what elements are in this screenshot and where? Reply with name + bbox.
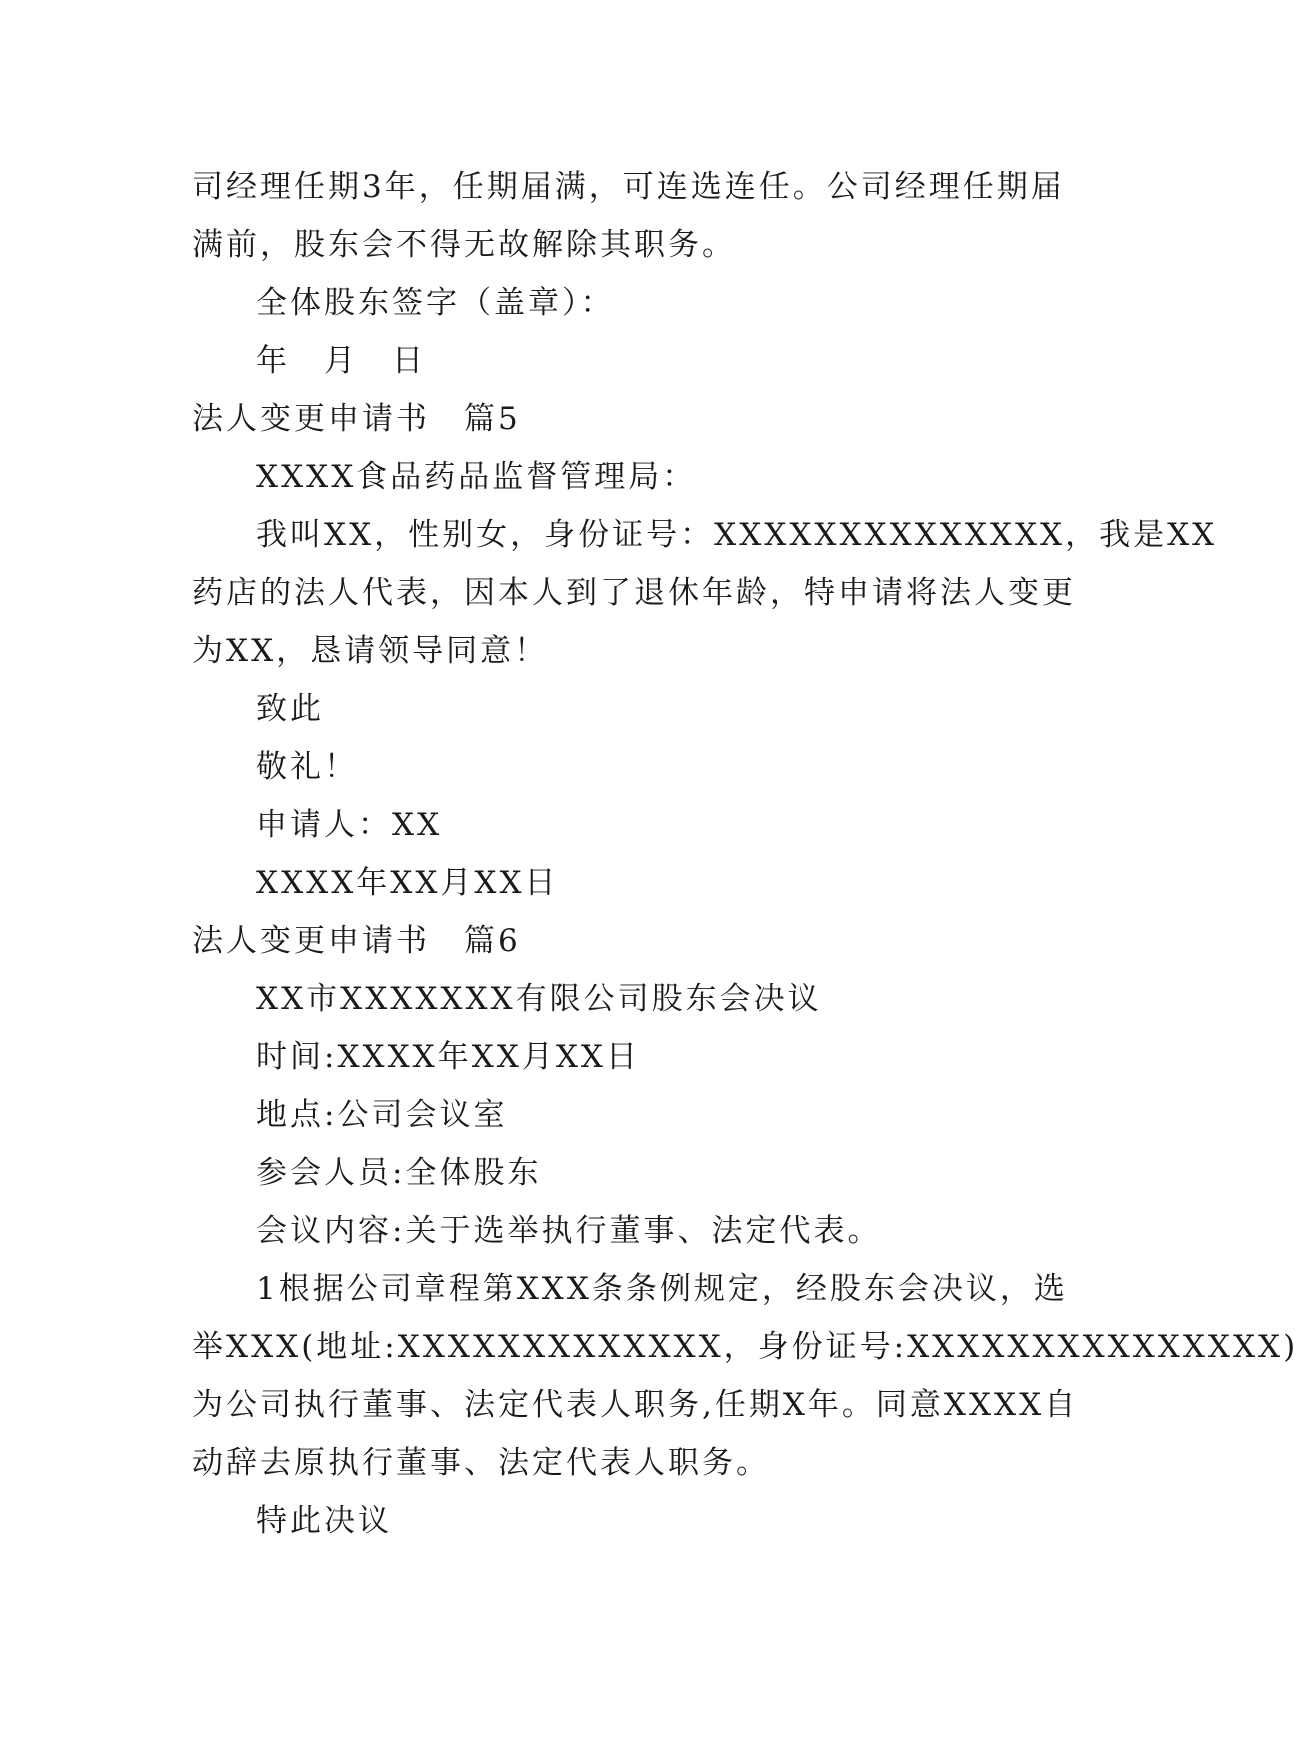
applicant-line: 申请人：XX	[256, 807, 443, 843]
addressee: XXXX食品药品监督管理局：	[256, 459, 697, 495]
section-heading-5: 法人变更申请书 篇5	[192, 401, 521, 437]
meeting-content: 会议内容:关于选举执行董事、法定代表。	[256, 1213, 882, 1249]
document-body	[192, 158, 1298, 1550]
body-text-line: 药店的法人代表，因本人到了退休年龄，特申请将法人变更	[192, 575, 1076, 611]
date-line: XXXX年XX月XX日	[256, 865, 559, 901]
body-text-line: 满前，股东会不得无故解除其职务。	[192, 227, 736, 263]
body-text-line: 动辞去原执行董事、法定代表人职务。	[192, 1445, 770, 1481]
meeting-time: 时间:XXXX年XX月XX日	[256, 1039, 640, 1075]
body-text-line: 举XXX(地址:XXXXXXXXXXXXX，身份证号:XXXXXXXXXXXXXXX)	[192, 1329, 1298, 1365]
resolution-title: XX市XXXXXXX有限公司股东会决议	[256, 981, 822, 1017]
meeting-attendees: 参会人员:全体股东	[256, 1155, 542, 1191]
signature-label: 全体股东签字（盖章）：	[256, 285, 615, 321]
closing-line: 致此	[256, 691, 324, 727]
section-heading-6: 法人变更申请书 篇6	[192, 923, 521, 959]
closing-salutation: 敬礼！	[256, 749, 358, 785]
body-text-line: 为公司执行董事、法定代表人职务,任期X年。同意XXXX自	[192, 1387, 1079, 1423]
meeting-location: 地点:公司会议室	[256, 1097, 508, 1133]
body-text-line: 我叫XX，性别女，身份证号：XXXXXXXXXXXXXX，我是XX	[256, 517, 1218, 553]
date-placeholder: 年 月 日	[256, 343, 426, 379]
resolution-closing: 特此决议	[256, 1503, 392, 1539]
body-text-line: 司经理任期3年，任期届满，可连选连任。公司经理任期届	[192, 169, 1065, 205]
body-text-line: 为XX，恳请领导同意！	[192, 633, 549, 669]
body-text-line: 1根据公司章程第XXX条条例规定，经股东会决议，选	[256, 1271, 1068, 1307]
